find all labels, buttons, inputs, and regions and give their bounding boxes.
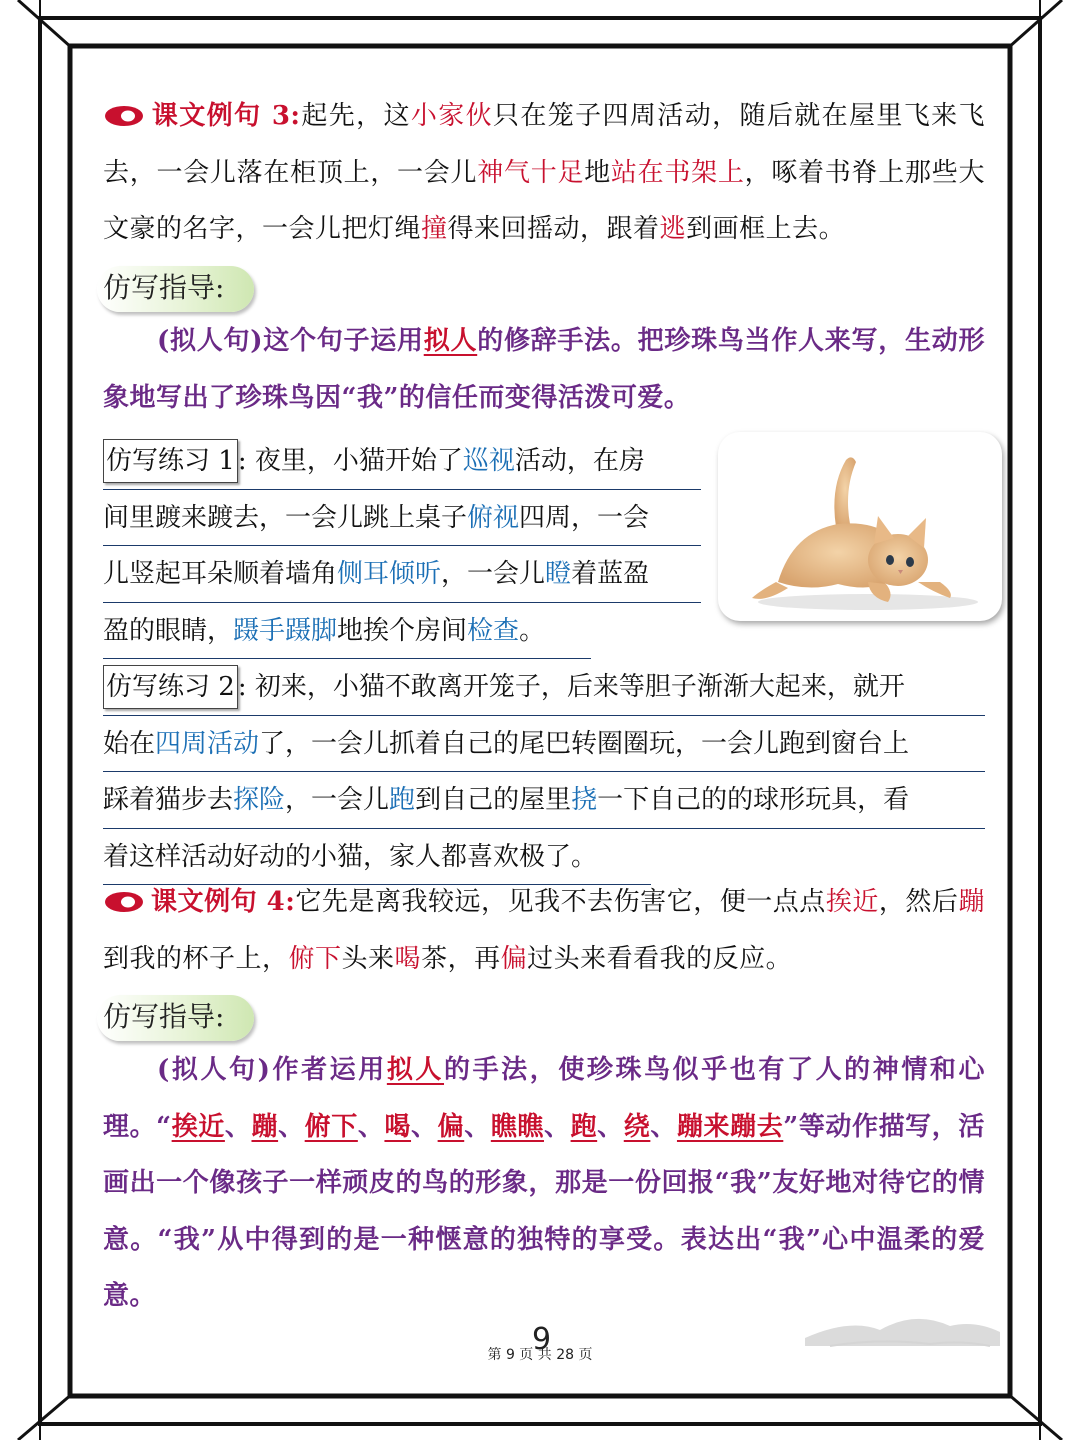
practice-2-label: 仿写练习 2 xyxy=(103,665,238,709)
text-segment: 、 xyxy=(411,1111,438,1142)
highlight-word: 喝 xyxy=(394,943,422,974)
text-segment: : 初来，小猫不敢离开笼子，后来等胆子渐渐大起来，就开 xyxy=(237,672,905,702)
text-segment: 地挨个房间 xyxy=(337,615,468,646)
highlight-word: 偏 xyxy=(437,1111,465,1142)
text-segment: 、 xyxy=(278,1111,305,1142)
practice-2-line xyxy=(103,659,985,716)
text-segment: 四周，一会 xyxy=(519,502,650,533)
practice-1-line xyxy=(103,433,701,490)
practice-1 xyxy=(103,433,701,659)
text-segment: 、 xyxy=(650,1111,677,1142)
example-3 xyxy=(103,88,985,258)
text-segment: 、 xyxy=(597,1111,624,1142)
highlight-word: 蹦 xyxy=(958,887,985,917)
highlight-word: 逃 xyxy=(659,214,687,244)
guide-2-title: 仿写指导: xyxy=(103,1000,225,1033)
practice-2-line xyxy=(103,772,985,829)
text-segment: (拟人句)作者运用 xyxy=(157,1055,387,1085)
text-segment: 活动，在房 xyxy=(514,446,645,476)
text-segment: 到画框上去。 xyxy=(686,214,846,244)
guide-1-pill xyxy=(97,266,254,312)
guide-2-header xyxy=(103,995,254,1041)
highlight-word: 撞 xyxy=(421,214,448,244)
highlight-word: 绕 xyxy=(623,1111,651,1142)
practice-1-label: 仿写练习 1 xyxy=(103,439,238,483)
highlight-word: 喝 xyxy=(384,1111,412,1142)
practice-keyword: 检查 xyxy=(467,615,520,646)
text-segment: ，啄着书脊上那些大文豪的名字，一会儿把灯绳 xyxy=(103,157,985,244)
text-segment: 它先是离我较远，见我不去伤害它，便一点点 xyxy=(295,887,826,917)
text-segment: ，一会儿 xyxy=(285,785,390,815)
text-segment: 的手法，使珍珠鸟似乎也有了人的神情和心理。“ xyxy=(103,1055,985,1142)
practice-keyword: 俯视 xyxy=(467,502,520,533)
highlight-word: 神气十足 xyxy=(477,157,585,188)
guide-2-text xyxy=(103,1042,985,1325)
page-number-large: 9 xyxy=(532,1322,552,1357)
text-segment: ，一会儿 xyxy=(441,559,546,589)
text-segment: : 夜里，小猫开始了 xyxy=(237,446,463,476)
practice-2-line xyxy=(103,716,985,773)
practice-1-line xyxy=(103,603,591,660)
highlight-word: 站在书架上 xyxy=(610,157,745,188)
highlight-word: 拟人 xyxy=(386,1055,445,1085)
red-bullet-icon xyxy=(103,105,145,127)
practice-keyword: 挠 xyxy=(571,785,598,815)
text-segment: 头来 xyxy=(341,943,395,974)
practice-keyword: 瞪 xyxy=(545,559,572,589)
text-segment: 、 xyxy=(543,1111,571,1142)
text-segment: 得来回摇动，跟着 xyxy=(447,214,660,244)
text-segment: ，然后 xyxy=(878,887,959,917)
text-segment: 茶，再 xyxy=(421,943,501,974)
text-segment: 了，一会儿抓着自己的尾巴转圈圈玩，一会儿跑到窗台上 xyxy=(259,728,910,759)
guide-2-pill xyxy=(97,995,254,1041)
page-footer: 第 9 页 共 28 页 xyxy=(487,1347,593,1363)
text-segment: 过头来看看我的反应。 xyxy=(527,943,793,974)
highlight-word: 俯下 xyxy=(288,943,342,974)
guide-1-highlight: 拟人 xyxy=(423,326,478,356)
text-segment: 着蓝盈 xyxy=(571,559,650,589)
guide-1-text xyxy=(103,313,985,426)
highlight-word: 瞧瞧 xyxy=(490,1111,544,1142)
example-3-label: 课文例句 3: xyxy=(151,101,301,131)
highlight-word: 俯下 xyxy=(304,1111,358,1142)
practice-keyword: 侧耳倾听 xyxy=(337,559,442,589)
text-segment: 着这样活动好动的小猫，家人都喜欢极了。 xyxy=(103,841,598,872)
highlight-word: 蹦来蹦去 xyxy=(676,1111,784,1142)
highlight-word: 蹦 xyxy=(251,1111,279,1142)
text-segment: 儿竖起耳朵顺着墙角 xyxy=(103,559,338,589)
practice-1-line xyxy=(103,546,701,603)
text-segment: 始在 xyxy=(103,728,156,759)
practice-keyword: 四周活动 xyxy=(155,728,260,759)
highlight-word: 偏 xyxy=(500,943,528,974)
guide-1-title: 仿写指导: xyxy=(103,271,225,304)
practice-2 xyxy=(103,659,985,885)
highlight-word: 挨近 xyxy=(825,887,879,917)
text-segment: 、 xyxy=(357,1111,385,1142)
kitten-illustration xyxy=(718,432,1002,621)
practice-1-line xyxy=(103,490,701,547)
practice-keyword: 探险 xyxy=(233,785,286,815)
text-segment: 。 xyxy=(519,615,546,646)
highlight-word: 跑 xyxy=(570,1111,598,1142)
guide-1-header xyxy=(103,266,254,312)
practice-keyword: 跑 xyxy=(389,785,416,815)
text-segment: 起先，这 xyxy=(300,101,411,131)
text-segment: 盈的眼睛， xyxy=(103,615,234,646)
text-segment: 地 xyxy=(584,157,611,188)
guide-1-suffix: 的修辞手法。把珍珠鸟当作人来写，生动形象地写出了珍珠鸟因“我”的信任而变得活泼可爱。 xyxy=(103,326,985,413)
text-segment: 踩着猫步去 xyxy=(103,785,234,815)
highlight-word: 挨近 xyxy=(171,1111,225,1142)
example-4 xyxy=(103,874,985,987)
text-segment: 只在笼子四周活动，随后就在屋里飞来飞去，一会儿落在柜顶上，一会儿 xyxy=(103,101,985,188)
text-segment: 一下自己的的球形玩具，看 xyxy=(597,785,910,815)
kitten-photo xyxy=(718,432,1002,621)
example-4-label: 课文例句 4: xyxy=(151,887,296,917)
text-segment: ”等动作描写，活画出一个像孩子一样顽皮的鸟的形象，那是一份回报“我”友好地对待它的情意。“我”从中得到的是一种惬意的独特的享受。表达出“我”心中温柔的爱意。 xyxy=(103,1111,985,1311)
text-segment: 到自己的屋里 xyxy=(415,785,572,815)
text-segment: 、 xyxy=(224,1111,252,1142)
practice-keyword: 蹑手蹑脚 xyxy=(233,615,338,646)
practice-keyword: 巡视 xyxy=(462,446,515,476)
text-segment: 到我的杯子上， xyxy=(103,943,289,974)
guide-1-prefix: (拟人句)这个句子运用 xyxy=(157,326,424,356)
text-segment: 间里踱来踱去，一会儿跳上桌子 xyxy=(103,502,468,533)
text-segment: 、 xyxy=(464,1111,491,1142)
highlight-word: 小家伙 xyxy=(410,101,494,131)
red-bullet-icon xyxy=(103,891,145,913)
